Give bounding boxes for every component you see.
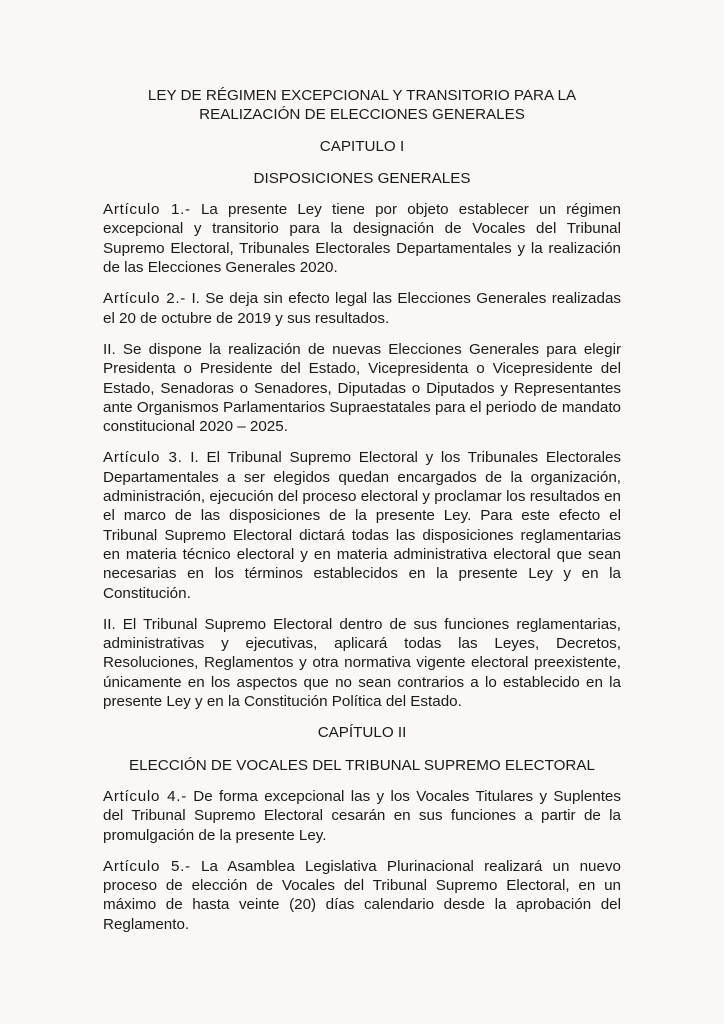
article-2 — [103, 289, 621, 328]
article-4 — [103, 787, 621, 845]
article-5 — [103, 857, 621, 934]
article-1-text: La presente Ley tiene por objeto establecer un régimen excepcional y transitorio para la designación de Vocales del Tribunal Supremo Electoral, Tribunales Electorales Departamentales y la realización de las Elecciones Generales 2020. — [103, 201, 621, 277]
article-1 — [103, 200, 621, 277]
article-3-paragraph-2: II. El Tribunal Supremo Electoral dentro de sus funciones reglamentarias, administrativas y ejecutivas, aplicará todas las Leyes, Decretos, Resoluciones, Reglamentos y otra normativa vigente electoral preexistente, únicamente en los aspectos que no sean contrarios a lo establecido en la presente Ley y en la Constitución Política del Estado. — [103, 615, 621, 711]
chapter-1-label: CAPITULO I — [319, 137, 405, 155]
article-3-text: I. El Tribunal Supremo Electoral y los Tribunales Electorales Departamentales a ser elegidos quedan encargados de la organización, administración, ejecución del proceso electoral y proclamar los resultados en el marco de las disposiciones de la presente Ley. Para este efecto el Tribunal Supremo Electoral dictará todas las disposiciones reglamentarias en materia técnico electoral y en materia administrativa electoral que sean necesarias en los términos establecidos en la presente Ley y en la Constitución. — [103, 449, 621, 602]
law-title — [103, 86, 621, 125]
article-5-label: Artículo 5.- — [103, 857, 191, 875]
law-title-line-1: LEY DE RÉGIMEN EXCEPCIONAL Y TRANSITORIO PARA LA — [147, 87, 577, 104]
chapter-2-label: CAPÍTULO II — [317, 724, 407, 742]
article-1-label: Artículo 1.- — [103, 201, 191, 219]
article-3-label: Artículo 3. — [103, 449, 183, 467]
article-2-text: I. Se deja sin efecto legal las Elecciones Generales realizadas el 20 de octubre de 2019 y sus resultados. — [103, 290, 621, 327]
article-4-text: De forma excepcional las y los Vocales Titulares y Suplentes del Tribunal Supremo Electoral cesarán en sus funciones a partir de la promulgación de la presente Ley. — [103, 787, 621, 844]
chapter-2-heading: ELECCIÓN DE VOCALES DEL TRIBUNAL SUPREMO ELECTORAL — [129, 756, 595, 774]
article-5-text: La Asamblea Legislativa Plurinacional realizará un nuevo proceso de elección de Vocales del Tribunal Supremo Electoral, en un máximo de hasta veinte (20) días calendario desde la aprobación del Reglamento. — [103, 857, 621, 933]
article-2-paragraph-2: II. Se dispone la realización de nuevas Elecciones Generales para elegir Presidenta o Presidente del Estado, Vicepresidenta o Vicepresidente del Estado, Senadoras o Senadores, Diputadas o Diputados y Representantes ante Organismos Parlamentarios Supraestatales para el periodo de mandato constitucional 2020 – 2025. — [103, 340, 621, 436]
article-4-label: Artículo 4.- — [103, 787, 187, 805]
law-title-line-2: REALIZACIÓN DE ELECCIONES GENERALES — [199, 106, 525, 124]
article-2-label: Artículo 2.- — [103, 290, 187, 308]
article-3 — [103, 448, 621, 602]
chapter-1-heading: DISPOSICIONES GENERALES — [253, 169, 471, 187]
document-page — [103, 86, 621, 934]
